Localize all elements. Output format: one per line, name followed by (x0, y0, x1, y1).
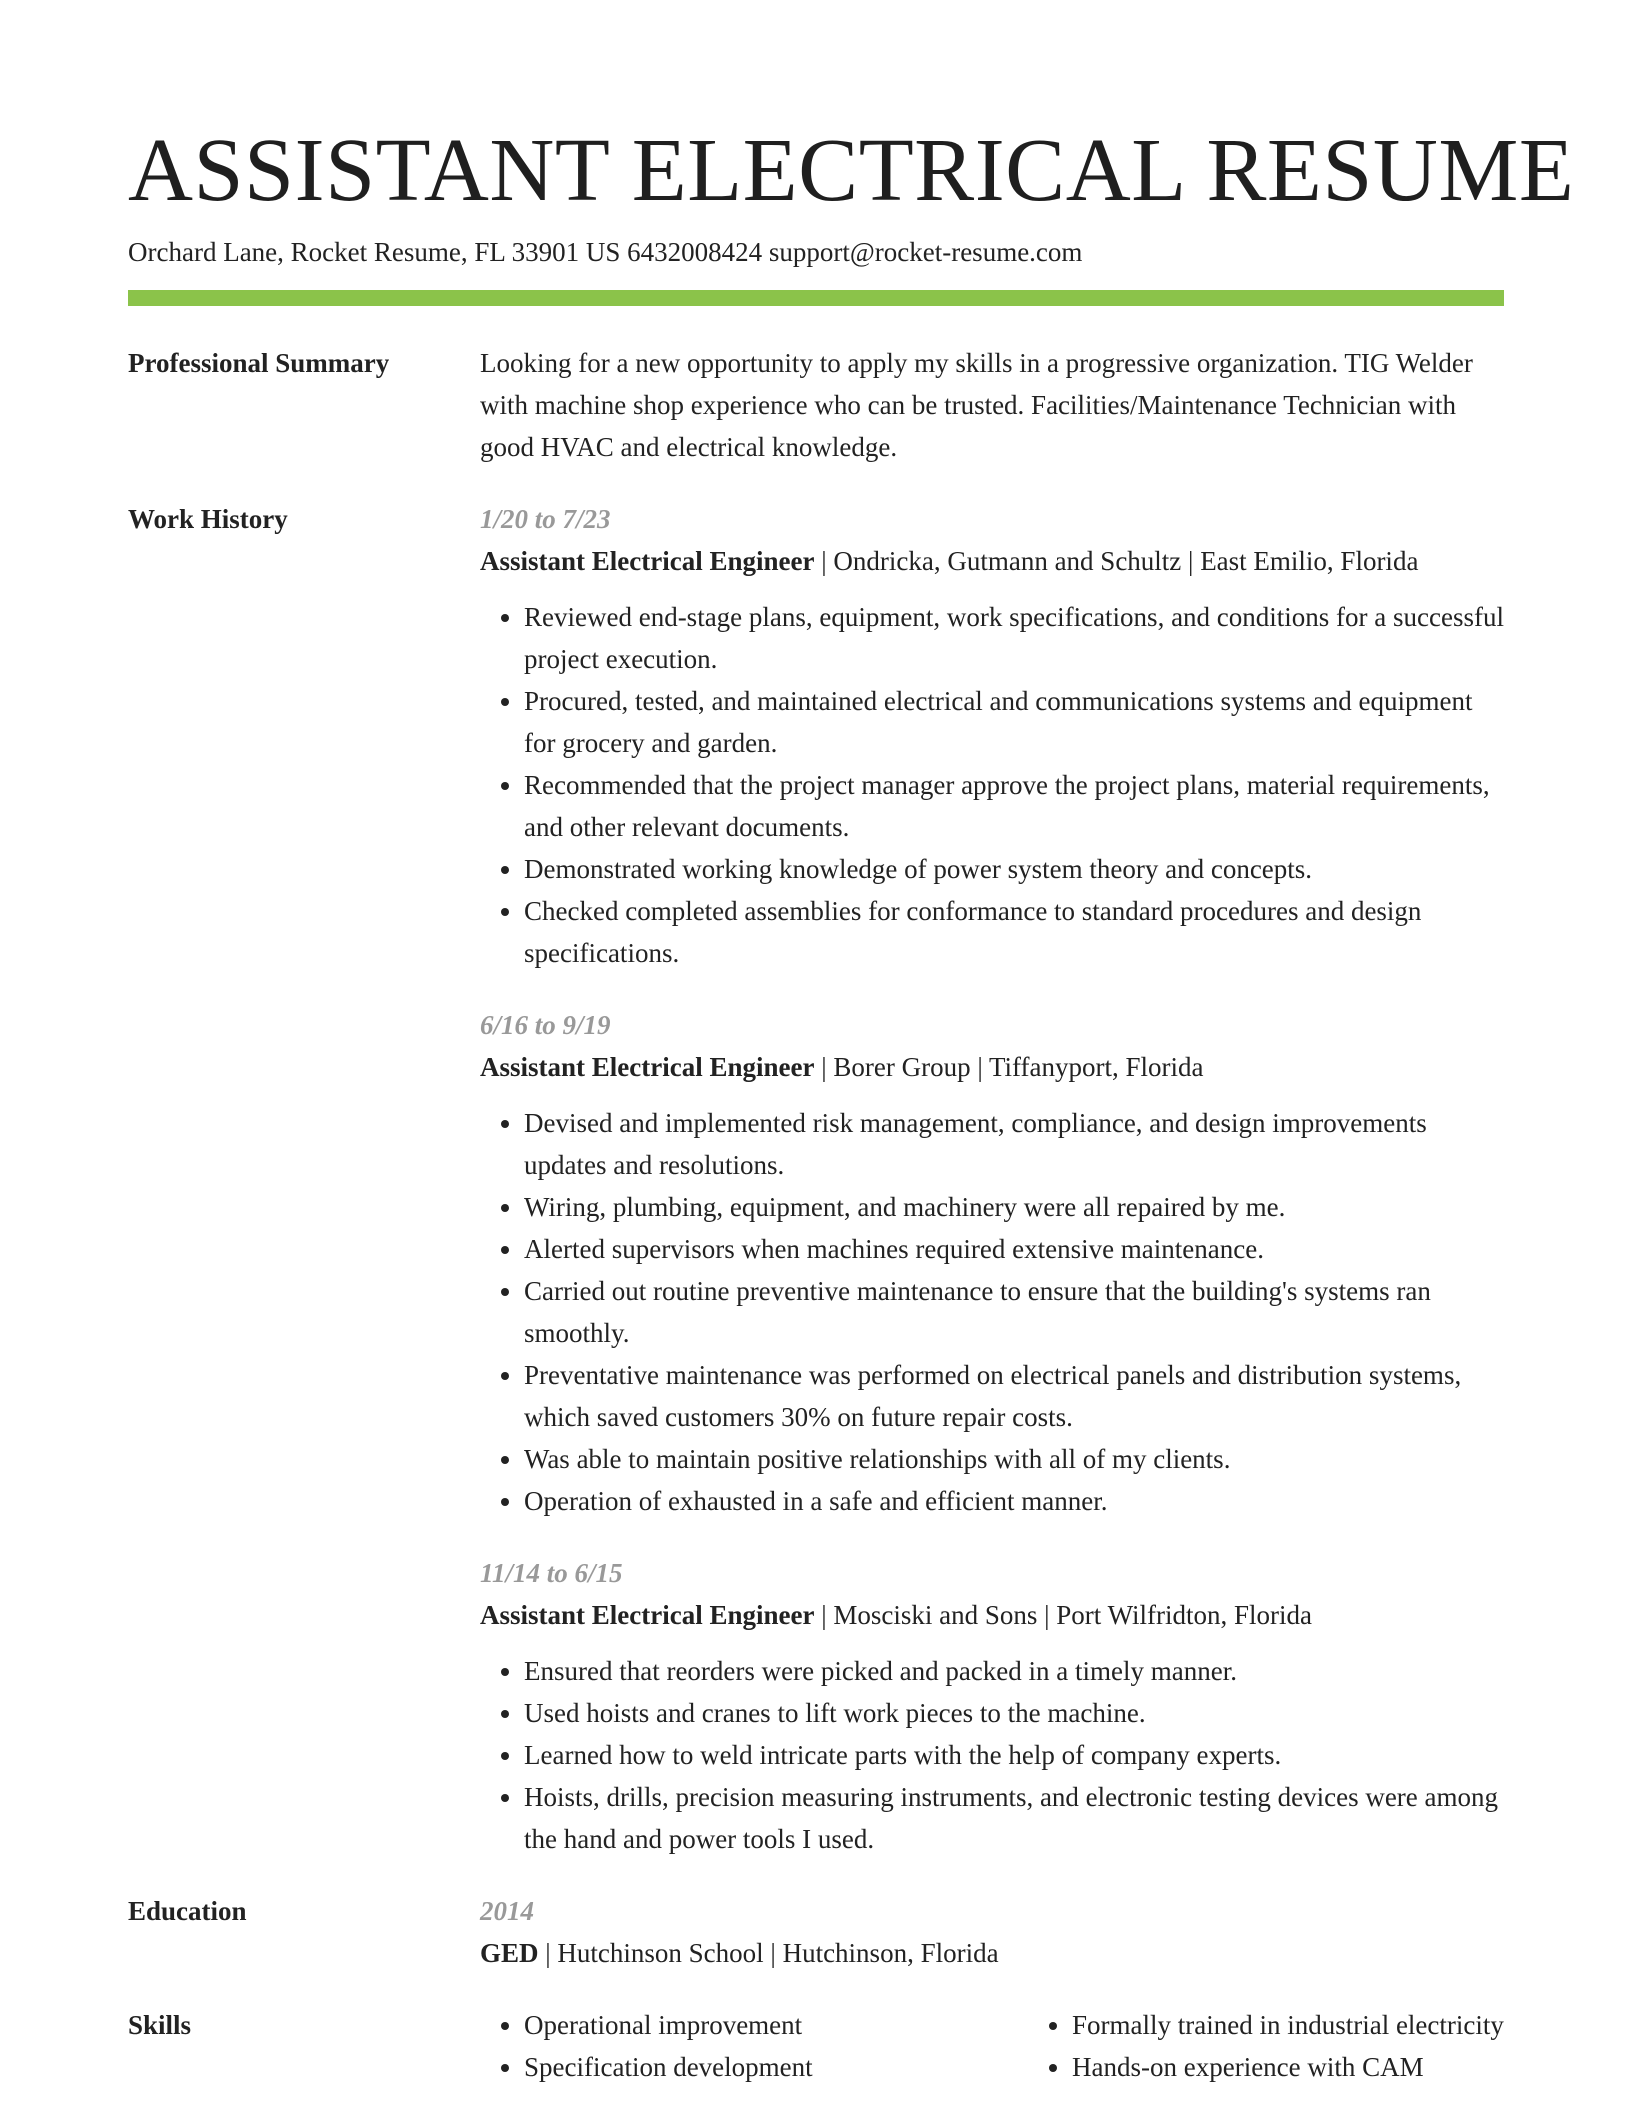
skills-column-1 (480, 2004, 984, 2088)
job-bullet: • Operation of exhausted in a safe and efficient manner. (524, 1480, 1504, 1522)
job-dates: 1/20 to 7/23 (480, 504, 611, 534)
job-details: | Ondricka, Gutmann and Schultz | East Emilio, Florida (814, 546, 1419, 576)
job-details: | Borer Group | Tiffanyport, Florida (814, 1052, 1204, 1082)
resume-page (128, 118, 1575, 2088)
skills-section (128, 2004, 1504, 2088)
job-role (480, 540, 1504, 582)
skills-content (480, 2004, 1572, 2088)
section-label-skills: Skills (128, 2010, 192, 2040)
job-bullet: • Hoists, drills, precision measuring instruments, and electronic testing devices were among the hand and power tools I used. (524, 1776, 1504, 1860)
job-bullet: • Preventative maintenance was performed on electrical panels and distribution systems, which saved customers 30% on future repair costs. (524, 1354, 1504, 1438)
job-entry (480, 1004, 1504, 1522)
summary-content (480, 342, 1504, 468)
job-dates: 6/16 to 9/19 (480, 1010, 611, 1040)
skill-item: • Specification development (524, 2046, 984, 2088)
resume-title: ASSISTANT ELECTRICAL RESUME (128, 121, 1575, 220)
job-title: Assistant Electrical Engineer (480, 546, 815, 576)
job-bullet: • Used hoists and cranes to lift work pieces to the machine. (524, 1692, 1504, 1734)
job-bullet: • Demonstrated working knowledge of power system theory and concepts. (524, 848, 1504, 890)
job-bullet: • Carried out routine preventive maintenance to ensure that the building's systems ran smoothly. (524, 1270, 1504, 1354)
education-degree-line (480, 1932, 1504, 1974)
education-degree: GED (480, 1938, 539, 1968)
job-bullets (480, 1650, 1504, 1860)
job-bullet: • Recommended that the project manager approve the project plans, material requirements, and other relevant documents. (524, 764, 1504, 848)
summary-text: Looking for a new opportunity to apply my skills in a progressive organization. TIG Welder with machine shop experience who can be trusted. Facilities/Maintenance Technician with good HVAC and electrical knowledge. (480, 348, 1473, 462)
section-label-education: Education (128, 1896, 247, 1926)
job-bullet: • Checked completed assemblies for conformance to standard procedures and design specifications. (524, 890, 1504, 974)
job-bullets (480, 596, 1504, 974)
education-content (480, 1890, 1504, 1974)
section-label-summary: Professional Summary (128, 348, 390, 378)
job-bullet: • Procured, tested, and maintained electrical and communications systems and equipment for grocery and garden. (524, 680, 1504, 764)
job-bullet: • Wiring, plumbing, equipment, and machinery were all repaired by me. (524, 1186, 1504, 1228)
skill-item: • Hands-on experience with CAM (1072, 2046, 1572, 2088)
job-bullet: • Devised and implemented risk management, compliance, and design improvements updates and resolutions. (524, 1102, 1504, 1186)
education-section (128, 1890, 1504, 1974)
skills-column-2 (1028, 2004, 1572, 2088)
work-section (128, 498, 1504, 1860)
contact-line: Orchard Lane, Rocket Resume, FL 33901 US 6432008424 support@rocket-resume.com (128, 237, 1083, 267)
accent-divider (128, 290, 1504, 306)
job-bullet: • Ensured that reorders were picked and packed in a timely manner. (524, 1650, 1504, 1692)
education-details: | Hutchinson School | Hutchinson, Florida (538, 1938, 999, 1968)
job-title: Assistant Electrical Engineer (480, 1600, 815, 1630)
skill-item: • Operational improvement (524, 2004, 984, 2046)
job-dates: 11/14 to 6/15 (480, 1558, 623, 1588)
job-bullet: • Reviewed end-stage plans, equipment, work specifications, and conditions for a successful project execution. (524, 596, 1504, 680)
job-bullet: • Was able to maintain positive relationships with all of my clients. (524, 1438, 1504, 1480)
job-role (480, 1046, 1504, 1088)
education-year: 2014 (480, 1896, 534, 1926)
job-title: Assistant Electrical Engineer (480, 1052, 815, 1082)
skill-item: • Formally trained in industrial electricity (1072, 2004, 1572, 2046)
work-content (480, 498, 1504, 1860)
summary-section (128, 342, 1504, 468)
job-entry (480, 1552, 1504, 1860)
job-bullets (480, 1102, 1504, 1522)
job-details: | Mosciski and Sons | Port Wilfridton, Florida (814, 1600, 1312, 1630)
section-label-work: Work History (128, 504, 288, 534)
job-role (480, 1594, 1504, 1636)
job-bullet: • Learned how to weld intricate parts with the help of company experts. (524, 1734, 1504, 1776)
job-bullet: • Alerted supervisors when machines required extensive maintenance. (524, 1228, 1504, 1270)
job-entry (480, 498, 1504, 974)
